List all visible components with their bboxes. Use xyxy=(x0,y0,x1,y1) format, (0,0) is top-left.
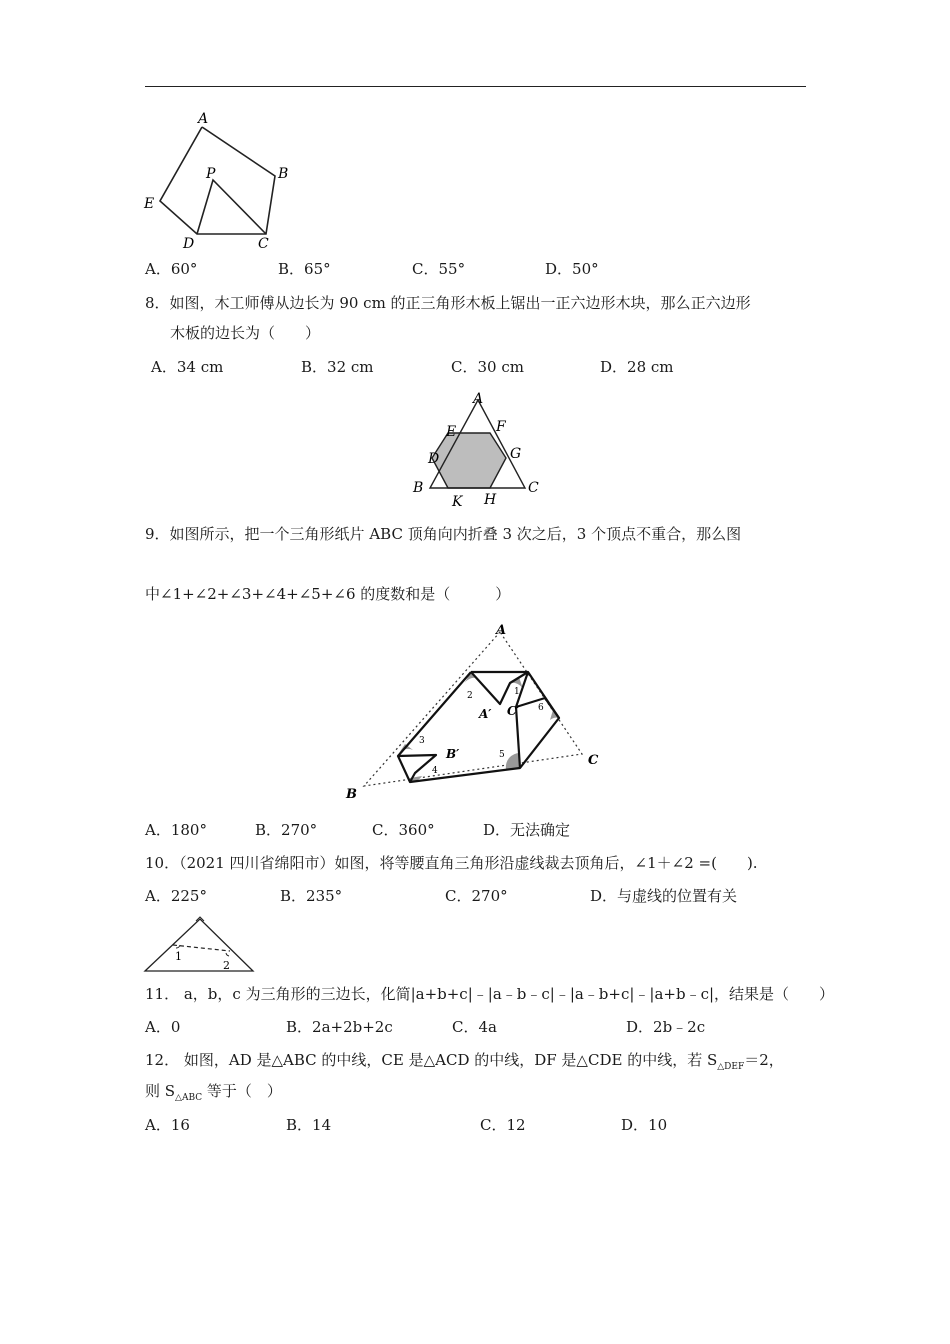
q12-option-b[interactable]: B．14 xyxy=(286,1116,332,1134)
q12-option-c[interactable]: C．12 xyxy=(480,1116,526,1134)
label-B: B xyxy=(346,787,357,802)
q10-option-b[interactable]: B．235° xyxy=(280,887,343,905)
label-A: A xyxy=(496,623,507,638)
q10-option-a[interactable]: A．225° xyxy=(145,887,207,905)
q8-option-a[interactable]: A．34 cm xyxy=(151,358,224,376)
q11-option-d[interactable]: D．2b﹣2c xyxy=(626,1018,706,1036)
q9-folded-triangle-figure xyxy=(340,618,610,803)
q12-line2-text: 则 S xyxy=(145,1082,176,1100)
label-D: D xyxy=(183,236,195,252)
angle-1-label: 1 xyxy=(514,687,520,697)
label-C: C xyxy=(588,753,599,768)
label-D: D xyxy=(428,451,440,467)
q8-option-b[interactable]: B．32 cm xyxy=(301,358,374,376)
angle-1-label: 1 xyxy=(175,950,182,963)
q9-option-c[interactable]: C．360° xyxy=(372,821,435,839)
q12-line1-text: 12． 如图，AD 是△ABC 的中线，CE 是△ACD 的中线，DF 是△CDE 的中线，若 S xyxy=(145,1051,718,1069)
q11-option-b[interactable]: B．2a+2b+2c xyxy=(286,1018,393,1036)
q12-line2-subscript: △ABC xyxy=(175,1093,203,1103)
label-C-prime: C′ xyxy=(507,704,520,718)
angle-5-label: 5 xyxy=(499,750,505,760)
q12-question-line2 xyxy=(145,1081,282,1108)
q11-option-c[interactable]: C．4a xyxy=(452,1018,497,1036)
q8-option-c[interactable]: C．30 cm xyxy=(451,358,524,376)
q8-option-d[interactable]: D．28 cm xyxy=(600,358,674,376)
q7-option-b[interactable]: B．65° xyxy=(278,260,331,278)
angle-3-label: 3 xyxy=(419,736,425,746)
q8-question-line2: 木板的边长为（ ） xyxy=(170,324,321,342)
q7-pentagon-figure xyxy=(140,110,300,255)
q12-line1-subscript: △DEF xyxy=(717,1062,745,1072)
angle-6-label: 6 xyxy=(538,703,544,713)
q12-line2-tail: 等于（ ） xyxy=(202,1082,282,1100)
q8-hexagon-figure xyxy=(410,388,550,508)
q12-question-line1 xyxy=(145,1050,784,1077)
header-rule xyxy=(145,86,806,87)
label-K: K xyxy=(452,494,463,508)
q12-option-d[interactable]: D．10 xyxy=(621,1116,668,1134)
angle-2-label: 2 xyxy=(223,959,230,972)
q11-question-line1: 11． a，b，c 为三角形的三边长，化简|a+b+c|﹣|a﹣b﹣c|﹣|a﹣b+c|﹣|a+b﹣c|，结果是（ ） xyxy=(145,985,835,1003)
label-F: F xyxy=(496,419,506,435)
label-B: B xyxy=(278,166,289,182)
q10-option-d[interactable]: D．与虚线的位置有关 xyxy=(590,887,738,905)
q9-option-a[interactable]: A．180° xyxy=(145,821,207,839)
q9-option-b[interactable]: B．270° xyxy=(255,821,318,839)
label-C: C xyxy=(258,236,269,252)
q7-option-d[interactable]: D．50° xyxy=(545,260,599,278)
q9-question-line2: 中∠1+∠2+∠3+∠4+∠5+∠6 的度数和是（ ） xyxy=(145,585,511,603)
label-G: G xyxy=(510,446,522,462)
label-A: A xyxy=(473,391,484,407)
label-A-prime: A′ xyxy=(479,707,492,721)
label-C: C xyxy=(528,480,539,496)
q7-option-a[interactable]: A．60° xyxy=(145,260,198,278)
q9-option-d[interactable]: D．无法确定 xyxy=(483,821,571,839)
label-A: A xyxy=(198,111,209,127)
angle-4-label: 4 xyxy=(432,766,438,776)
q11-option-a[interactable]: A．0 xyxy=(145,1018,181,1036)
q10-cut-triangle-figure xyxy=(140,913,260,975)
q10-option-c[interactable]: C．270° xyxy=(445,887,508,905)
label-E: E xyxy=(446,424,457,440)
angle-2-label: 2 xyxy=(467,691,473,701)
label-B: B xyxy=(413,480,424,496)
label-H: H xyxy=(484,492,497,508)
q10-question-line1: 10．（2021 四川省绵阳市）如图，将等腰直角三角形沿虚线裁去顶角后，∠1＋∠2 =( ). xyxy=(145,854,758,872)
label-B-prime: B′ xyxy=(446,747,460,761)
q8-question-line1: 8．如图，木工师傅从边长为 90 cm 的正三角形木板上锯出一正六边形木块，那么正六边形 xyxy=(145,294,751,312)
label-P: P xyxy=(206,166,216,182)
q12-option-a[interactable]: A．16 xyxy=(145,1116,190,1134)
q12-line1-tail: ＝2， xyxy=(744,1051,784,1069)
q7-option-c[interactable]: C．55° xyxy=(412,260,466,278)
label-E: E xyxy=(144,196,155,212)
q9-question-line1: 9．如图所示，把一个三角形纸片 ABC 顶角向内折叠 3 次之后，3 个顶点不重合，那么图 xyxy=(145,525,742,543)
